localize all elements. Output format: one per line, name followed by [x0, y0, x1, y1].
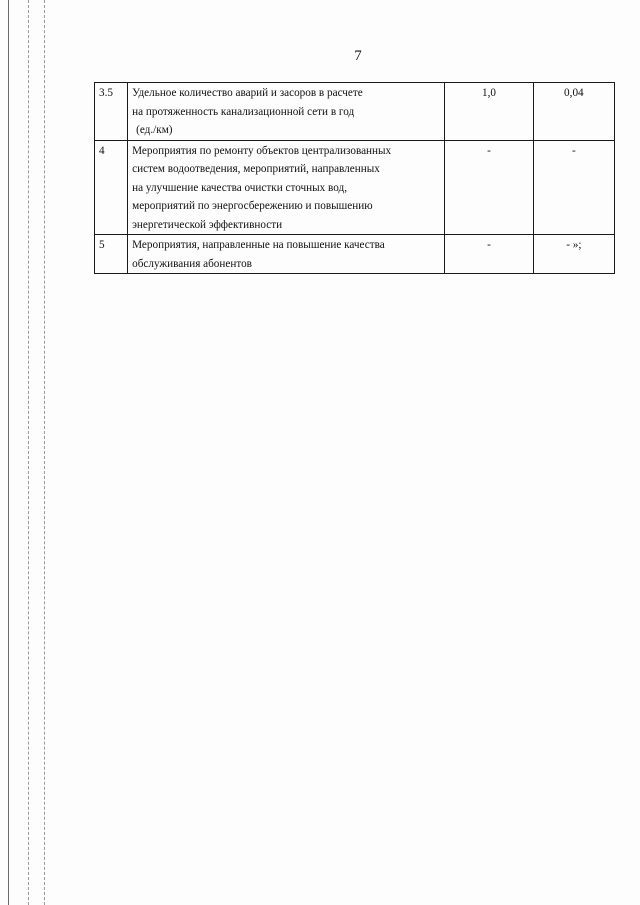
description-line: (ед./км): [136, 124, 173, 136]
indicators-table: [94, 82, 615, 274]
row-value-1: -: [445, 140, 533, 235]
scan-edge-line: [8, 0, 9, 905]
table-row: [95, 83, 615, 141]
scan-edge-dashes: [44, 0, 45, 905]
description-line: на протяженность канализационной сети в год: [132, 105, 355, 118]
description-line: мероприятий по энергосбережению и повышению: [132, 200, 373, 212]
table-row: [95, 140, 615, 235]
row-value-1: 1,0: [445, 83, 533, 141]
row-value-1: -: [445, 235, 533, 274]
row-value-2: -: [533, 140, 614, 235]
description-line: Мероприятия, направленные на повышение качества: [132, 239, 385, 251]
description-line: систем водоотведения, мероприятий, направленных: [132, 163, 380, 175]
row-value-2: 0,04: [533, 83, 614, 141]
description-line: Мероприятия по ремонту объектов централизованных: [132, 144, 392, 157]
table-row: [95, 235, 615, 274]
description-line: Удельное количество аварий и засоров в расчете: [132, 87, 363, 99]
page-number: 7: [354, 48, 362, 64]
row-number: 4: [95, 140, 128, 235]
row-description: [128, 83, 445, 141]
description-line: обслуживания абонентов: [132, 257, 252, 270]
row-value-2: - »;: [533, 235, 614, 274]
row-number: 3.5: [95, 83, 128, 141]
row-description: [128, 140, 445, 235]
row-number: 5: [95, 235, 128, 274]
scan-edge-dashes: [28, 0, 29, 905]
description-line: энергетической эффективности: [132, 218, 283, 231]
row-description: [128, 235, 445, 274]
description-line: на улучшение качества очистки сточных вод,: [132, 181, 347, 194]
